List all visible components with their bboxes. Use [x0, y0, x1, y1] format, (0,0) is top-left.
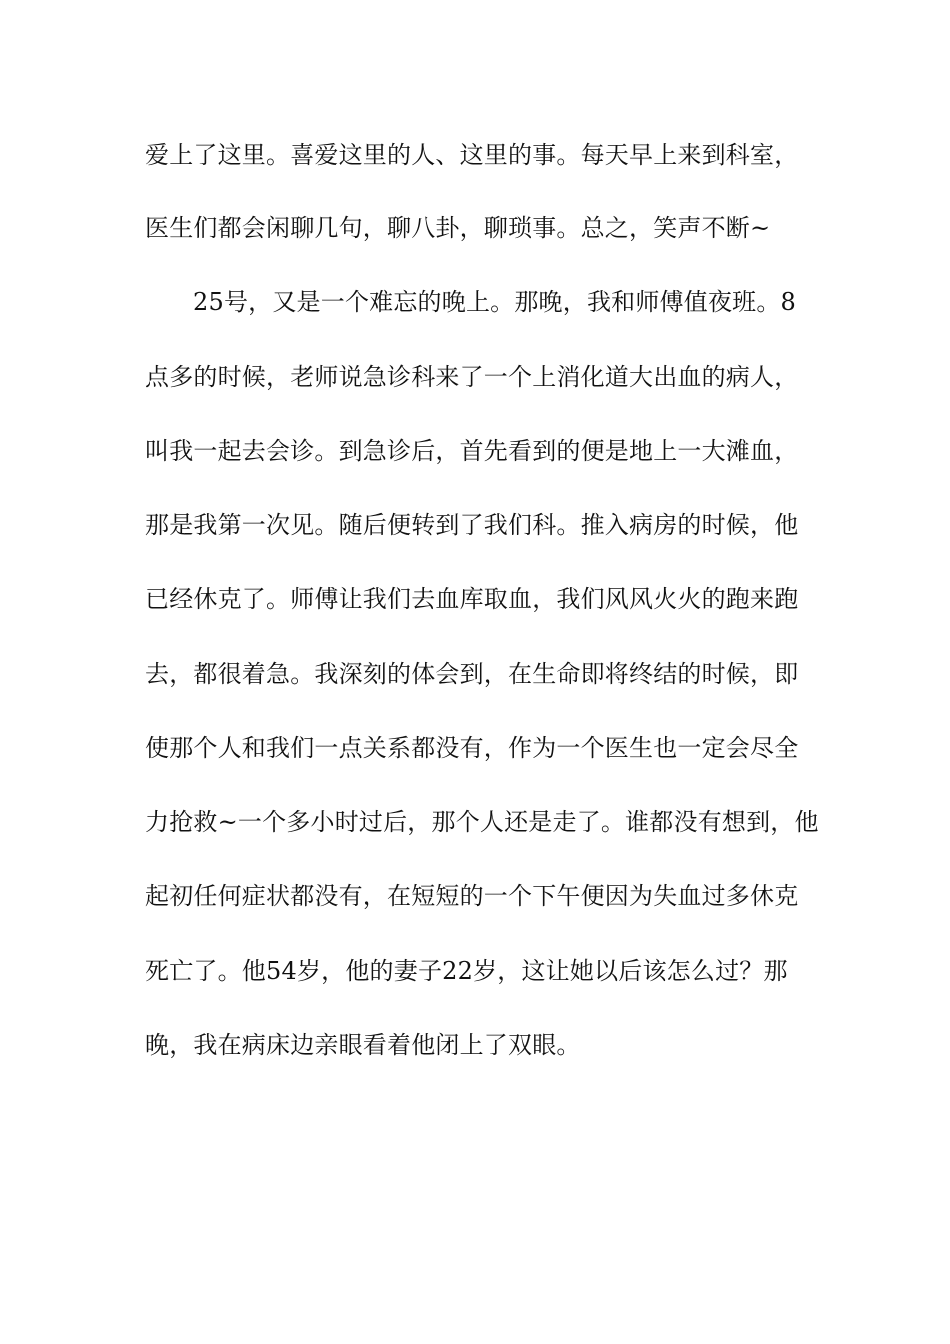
text-line: 起初任何症状都没有，在短短的一个下午便因为失血过多休克: [145, 882, 799, 910]
text-line: 叫我一起去会诊。到急诊后，首先看到的便是地上一大滩血，: [145, 437, 799, 465]
text-line: 医生们都会闲聊几句，聊八卦，聊琐事。总之，笑声不断~: [145, 214, 771, 242]
paragraph-start-line: 25号，又是一个难忘的晚上。那晚，我和师傅值夜班。8: [193, 288, 797, 316]
text-line: 晚，我在病床边亲眼看着他闭上了双眼。: [145, 1031, 581, 1059]
text-line: 点多的时候，老师说急诊科来了一个上消化道大出血的病人，: [145, 363, 799, 391]
text-line: 去，都很着急。我深刻的体会到，在生命即将终结的时候，即: [145, 660, 799, 688]
text-line: 死亡了。他54岁，他的妻子22岁，这让她以后该怎么过？那: [145, 957, 788, 985]
text-line: 爱上了这里。喜爱这里的人、这里的事。每天早上来到科室，: [145, 141, 799, 169]
text-line: 那是我第一次见。随后便转到了我们科。推入病房的时候，他: [145, 511, 799, 539]
text-line: 使那个人和我们一点关系都没有，作为一个医生也一定会尽全: [145, 734, 799, 762]
text-line: 力抢救~一个多小时过后，那个人还是走了。谁都没有想到，他: [145, 808, 819, 836]
text-line: 已经休克了。师傅让我们去血库取血，我们风风火火的跑来跑: [145, 585, 799, 613]
